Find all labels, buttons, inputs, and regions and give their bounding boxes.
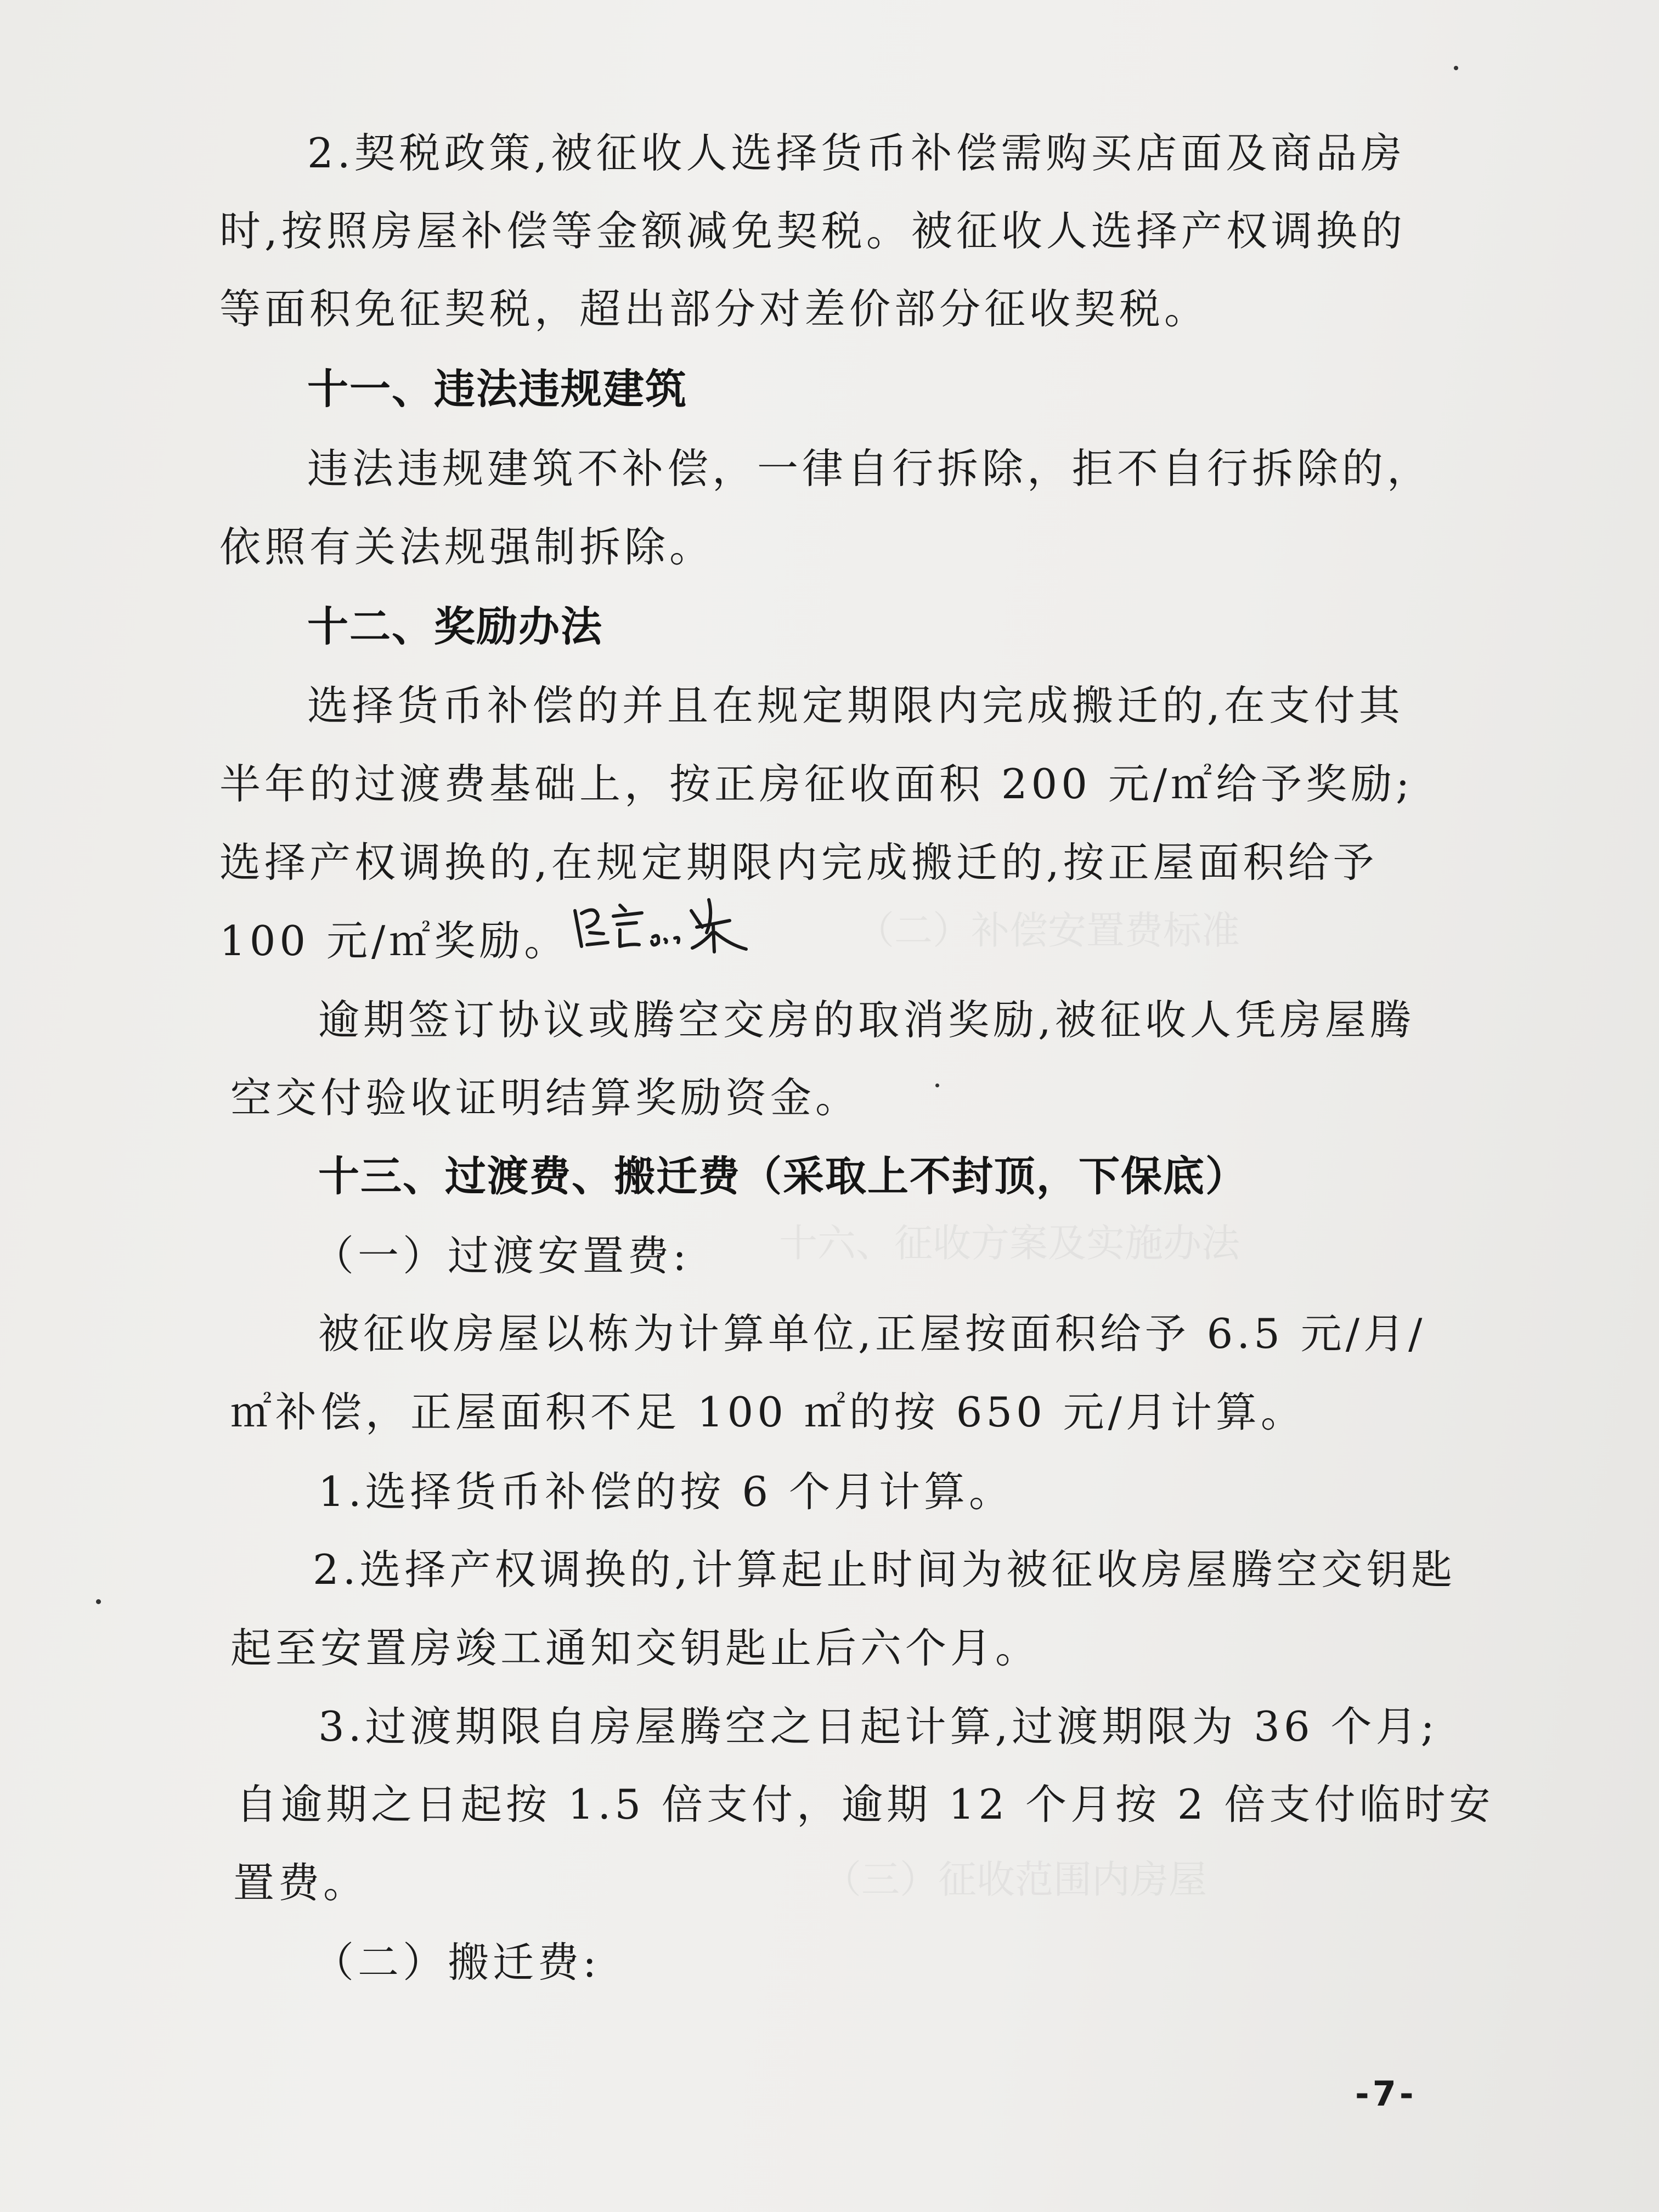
text-line: 1.选择货币补偿的按 6 个月计算。 xyxy=(318,1468,1014,1516)
paper-speck xyxy=(1454,66,1458,70)
handwritten-annotation xyxy=(565,894,785,960)
text-line: 100 元/㎡奖励。 xyxy=(219,917,569,965)
text-line: 等面积免征契税，超出部分对差价部分征收契税。 xyxy=(219,285,1210,333)
text-line: （一）过渡安置费: xyxy=(313,1232,691,1280)
text-line: （二）搬迁费: xyxy=(313,1938,601,1987)
text-line: 违法违规建筑不补偿，一律自行拆除，拒不自行拆除的， xyxy=(307,444,1432,493)
text-line: 依照有关法规强制拆除。 xyxy=(219,523,715,571)
text-line: 选择货币补偿的并且在规定期限内完成搬迁的,在支付其 xyxy=(307,681,1404,730)
page-number: -7- xyxy=(1355,2074,1417,2114)
text-line: ㎡补偿，正屋面积不足 100 ㎡的按 650 元/月计算。 xyxy=(230,1388,1306,1436)
text-line: 置费。 xyxy=(233,1859,369,1907)
bleed-through-text: （三）征收范围内房屋 xyxy=(823,1857,1207,1902)
section-heading: 十二、奖励办法 xyxy=(307,602,603,651)
bleed-through-text: （二）补偿安置费标准 xyxy=(856,908,1240,953)
text-line: 3.过渡期限自房屋腾空之日起计算,过渡期限为 36 个月; xyxy=(318,1702,1438,1751)
section-heading: 十三、过渡费、搬迁费（采取上不封顶，下保底） xyxy=(318,1152,1248,1200)
text-line: 起至安置房竣工通知交钥匙止后六个月。 xyxy=(230,1624,1041,1672)
text-line: 2.选择产权调换的,计算起止时间为被征收房屋腾空交钥匙 xyxy=(313,1545,1457,1594)
paper-speck xyxy=(935,1084,939,1087)
text-line: 自逾期之日起按 1.5 倍支付，逾期 12 个月按 2 倍支付临时安 xyxy=(236,1780,1494,1829)
text-line: 选择产权调换的,在规定期限内完成搬迁的,按正屋面积给予 xyxy=(219,838,1378,887)
section-heading: 十一、违法违规建筑 xyxy=(307,365,688,413)
text-line: 被征收房屋以栋为计算单位,正屋按面积给予 6.5 元/月/ xyxy=(318,1310,1426,1358)
bleed-through-text: 十六、征收方案及实施办法 xyxy=(779,1221,1240,1266)
text-line: 时,按照房屋补偿等金额减免契税。被征收人选择产权调换的 xyxy=(219,207,1406,255)
text-line: 逾期签订协议或腾空交房的取消奖励,被征收人凭房屋腾 xyxy=(318,996,1415,1044)
text-line: 半年的过渡费基础上，按正房征收面积 200 元/㎡给予奖励; xyxy=(219,760,1414,808)
paper-speck xyxy=(96,1599,101,1604)
text-line: 2.契税政策,被征收人选择货币补偿需购买店面及商品房 xyxy=(307,129,1406,177)
text-line: 空交付验收证明结算奖励资金。 xyxy=(230,1074,861,1122)
